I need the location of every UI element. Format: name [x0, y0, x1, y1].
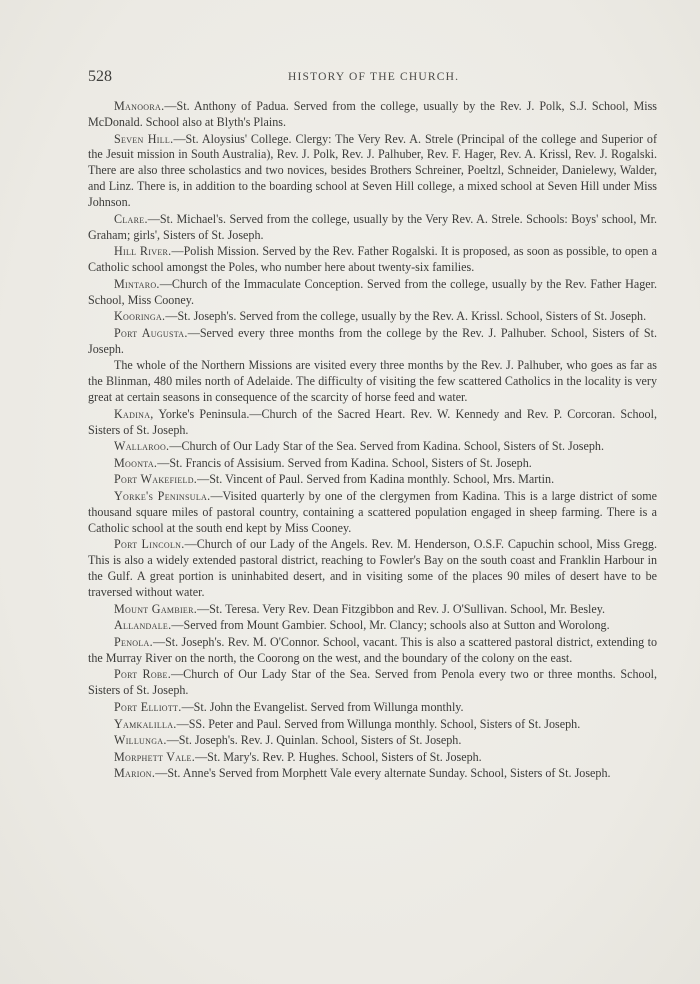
- entry-text: —Church of our Lady of the Angels. Rev. M. Henderson, O.S.F. Capuchin school, Miss Gregg. This is also a widely extended pastoral district, reaching to Fowler's Bay on the south coast and Franklin Harbour in the Gulf. A great portion is uninhabited desert, and in visiting some of the places 90 miles of desert have to be traversed without water.: [88, 537, 657, 600]
- page-header: [88, 68, 658, 88]
- place-name: Moonta.: [114, 455, 158, 470]
- place-name: Penola.: [114, 634, 153, 649]
- place-name: Wallaroo.: [114, 439, 170, 454]
- entry-text: —St. Joseph's. Rev. M. O'Connor. School, vacant. This is also a scattered pastoral district, extending to the Murray River on the north, the Coorong on the west, and the boundary of the colony on the east.: [88, 634, 657, 665]
- place-name: Kadina,: [114, 406, 154, 421]
- mission-entry: [88, 407, 657, 439]
- entry-text: —Church of the Immaculate Conception. Served from the college, usually by the Rev. Father Hager. School, Miss Cooney.: [88, 276, 657, 307]
- place-name: Port Lincoln.: [114, 537, 185, 552]
- place-name: Morphett Vale.: [114, 749, 196, 764]
- place-name: Mintaro.: [114, 276, 160, 291]
- place-name: Kooringa.: [114, 309, 166, 324]
- mission-entry: [88, 602, 657, 618]
- mission-entry: [88, 537, 657, 601]
- entry-text: —St. Aloysius' College. Clergy: The Very Rev. A. Strele (Principal of the college and Superior of the Jesuit mission in South Australia), Rev. J. Polk, Rev. J. Palhuber, Rev. F. Hager, Rev. A. Krissl, Rev. J. Rogalski. There are also three scholastics and two novices, besides Brothers Schreiner, Poeltzl, Schneider, Danielewy, Walder, and Linz. There is, in addition to the boarding school at Seven Hill college, a mixed school at Seven Hill under Miss Johnson.: [88, 131, 657, 210]
- mission-entry: [88, 618, 657, 634]
- entry-text: —Served from Mount Gambier. School, Mr. Clancy; schools also at Sutton and Worolong.: [171, 618, 610, 633]
- entry-text: —St. Mary's. Rev. P. Hughes. School, Sisters of St. Joseph.: [195, 749, 482, 764]
- place-name: Manoora.: [114, 99, 165, 113]
- mission-entry: [88, 667, 657, 699]
- place-name: Allandale.: [114, 618, 172, 633]
- mission-entry: [88, 212, 657, 244]
- entry-text: —St. John the Evangelist. Served from Willunga monthly.: [181, 699, 464, 714]
- entry-text: —St. Anne's Served from Morphett Vale every alternate Sunday. School, Sisters of St. Joseph.: [155, 766, 611, 781]
- place-name: Marion.: [114, 766, 156, 781]
- entry-text: —St. Joseph's. Rev. J. Quinlan. School, Sisters of St. Joseph.: [166, 733, 462, 748]
- mission-entry: [88, 277, 657, 309]
- entry-text: —St. Michael's. Served from the college, usually by the Very Rev. A. Strele. Schools: Boys' school, Mr. Graham; girls', Sisters of St. Joseph.: [88, 211, 657, 242]
- entry-text: —St. Anthony of Padua. Served from the college, usually by the Rev. J. Polk, S.J. School, Miss McDonald. School also at Blyth's Plains.: [88, 99, 657, 129]
- mission-entry: [88, 456, 657, 472]
- mission-entry: [88, 326, 657, 358]
- place-name: Hill River.: [114, 244, 172, 259]
- entry-text: —SS. Peter and Paul. Served from Willunga monthly. School, Sisters of St. Joseph.: [176, 716, 581, 731]
- mission-entry: [88, 733, 657, 749]
- entry-text: —Church of Our Lady Star of the Sea. Served from Penola every two or three months. School, Sisters of St. Joseph.: [88, 667, 658, 698]
- mission-entry: [88, 309, 657, 325]
- page-number: 528: [88, 68, 112, 85]
- entry-text: —Polish Mission. Served by the Rev. Father Rogalski. It is proposed, as soon as possible, to open a Catholic school amongst the Poles, who number here about twenty-six families.: [88, 244, 657, 275]
- mission-entry: [88, 489, 657, 537]
- mission-entry: [88, 700, 657, 716]
- mission-entry: [88, 439, 657, 455]
- place-name: Port Wakefield.: [114, 472, 198, 487]
- entry-text: —Served every three months from the college by the Rev. J. Palhuber. School, Sisters of St. Joseph.: [88, 325, 657, 356]
- entry-text: Yorke's Peninsula.—Church of the Sacred Heart. Rev. W. Kennedy and Rev. P. Corcoran. School, Sisters of St. Joseph.: [88, 406, 657, 437]
- mission-entry: [88, 358, 657, 406]
- place-name: Willunga.: [114, 733, 167, 748]
- running-title: HISTORY OF THE CHURCH.: [288, 71, 460, 83]
- mission-entry: [88, 472, 657, 488]
- entry-text: The whole of the Northern Missions are visited every three months by the Rev. J. Palhuber, who goes as far as the Blinman, 480 miles north of Adelaide. The difficulty of visiting the few scattered Catholics in the locality is very great at certain seasons in consequence of the scarcity of horse feed and water.: [88, 358, 657, 405]
- mission-entry: [88, 717, 657, 733]
- place-name: Mount Gambier.: [114, 601, 198, 616]
- place-name: Port Elliott.: [114, 699, 182, 714]
- place-name: Port Robe.: [114, 667, 172, 682]
- entry-text: —Visited quarterly by one of the clergymen from Kadina. This is a large district of some thousand square miles of pastoral country, containing a scattered population engaged in sheep farming. There is a Catholic school at the south end kept by Miss Cooney.: [88, 489, 658, 535]
- entry-text: —Church of Our Lady Star of the Sea. Served from Kadina. School, Sisters of St. Joseph.: [169, 439, 604, 454]
- place-name: Clare.: [114, 211, 148, 226]
- entry-text: —St. Francis of Assisium. Served from Kadina. School, Sisters of St. Joseph.: [157, 455, 532, 470]
- entry-text: —St. Vincent of Paul. Served from Kadina monthly. School, Mrs. Martin.: [197, 472, 555, 487]
- place-name: Seven Hill.: [114, 131, 174, 146]
- mission-entry: [88, 99, 657, 131]
- entry-text: —St. Joseph's. Served from the college, usually by the Rev. A. Krissl. School, Sisters of St. Joseph.: [165, 309, 647, 324]
- place-name: Yorke's Peninsula.: [114, 489, 211, 503]
- mission-entry: [88, 766, 657, 782]
- mission-entry: [88, 244, 657, 276]
- mission-entry: [88, 132, 657, 212]
- place-name: Port Augusta.: [114, 325, 188, 340]
- body-text: [88, 99, 657, 783]
- place-name: Yamkalilla.: [114, 716, 177, 731]
- mission-entry: [88, 750, 657, 766]
- entry-text: —St. Teresa. Very Rev. Dean Fitzgibbon and Rev. J. O'Sullivan. School, Mr. Besley.: [197, 601, 606, 616]
- mission-entry: [88, 635, 657, 667]
